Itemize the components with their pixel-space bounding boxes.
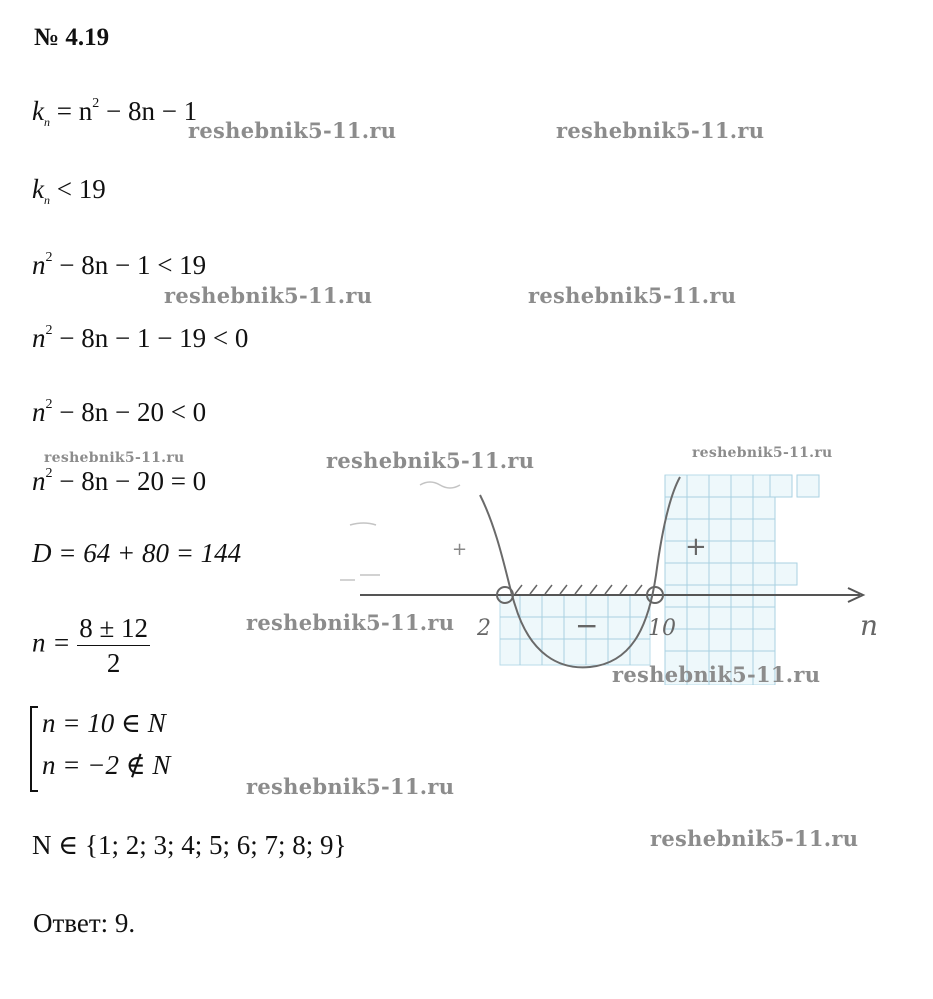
- ineq1-var: n: [32, 250, 46, 280]
- ineq2-exp: 2: [45, 323, 53, 338]
- watermark: reshebnik5-11.ru: [692, 445, 833, 461]
- kn-symbol: k: [32, 96, 44, 126]
- system-row-1: n = 10 ∈ N: [42, 708, 166, 738]
- roots-formula: [32, 611, 150, 680]
- eq-rest: − 8n − 20 = 0: [52, 466, 207, 496]
- axis-label: n: [860, 609, 879, 642]
- ineq3-rest: − 8n − 20 < 0: [52, 397, 207, 427]
- root-label-right: 10: [648, 616, 676, 641]
- ineq1-exp: 2: [45, 250, 53, 265]
- roots-fraction: [77, 611, 150, 680]
- watermark: reshebnik5-11.ru: [44, 450, 185, 466]
- eq-var: n: [32, 466, 46, 496]
- discriminant: D = 64 + 80 = 144: [32, 538, 242, 568]
- watermark: reshebnik5-11.ru: [246, 610, 455, 635]
- inequality-2: [32, 323, 248, 354]
- kn-exponent: 2: [92, 96, 100, 111]
- parabola-sketch: [330, 445, 900, 685]
- natural-set: N ∈ {1; 2; 3; 4; 5; 6; 7; 8; 9}: [32, 830, 347, 860]
- ineq1-rest: − 8n − 1 < 19: [52, 250, 207, 280]
- kn-subscript: n: [43, 115, 50, 129]
- watermark: reshebnik5-11.ru: [326, 448, 535, 473]
- roots-numerator: 8 ± 12: [77, 611, 150, 646]
- watermark: reshebnik5-11.ru: [188, 118, 397, 143]
- kn-rhs-a: = n: [49, 96, 93, 126]
- roots-system: [30, 706, 171, 792]
- roots-lhs: n =: [32, 627, 71, 658]
- ineq2-rest: − 8n − 1 − 19 < 0: [52, 323, 249, 353]
- watermark: reshebnik5-11.ru: [612, 662, 821, 687]
- answer: Ответ: 9.: [33, 908, 136, 938]
- sign-plus-right: +: [685, 532, 707, 562]
- watermark: reshebnik5-11.ru: [556, 118, 765, 143]
- kn-condition: [32, 174, 106, 208]
- watermark: reshebnik5-11.ru: [528, 283, 737, 308]
- sign-minus: −: [575, 609, 599, 642]
- root-label-left: 2: [477, 616, 491, 641]
- inequality-3: [32, 397, 206, 428]
- kn-condition-symbol: k: [32, 174, 44, 204]
- sign-plus-left: +: [452, 539, 468, 560]
- watermark: reshebnik5-11.ru: [164, 283, 373, 308]
- inequality-1: [32, 250, 206, 281]
- eq-exp: 2: [45, 466, 53, 481]
- graph-grid: [500, 475, 775, 685]
- kn-condition-subscript: n: [43, 193, 50, 207]
- ineq3-var: n: [32, 397, 46, 427]
- watermark: reshebnik5-11.ru: [246, 774, 455, 799]
- roots-denominator: 2: [106, 648, 121, 678]
- kn-rhs-b: − 8n − 1: [99, 96, 198, 126]
- kn-formula: [32, 96, 197, 130]
- problem-number: № 4.19: [34, 24, 110, 51]
- quadratic-equation: [32, 466, 206, 497]
- ineq3-exp: 2: [45, 397, 53, 412]
- kn-condition-rhs: < 19: [49, 174, 106, 204]
- watermark: reshebnik5-11.ru: [650, 826, 859, 851]
- system-row-2: n = −2 ∉ N: [42, 750, 171, 780]
- ineq2-var: n: [32, 323, 46, 353]
